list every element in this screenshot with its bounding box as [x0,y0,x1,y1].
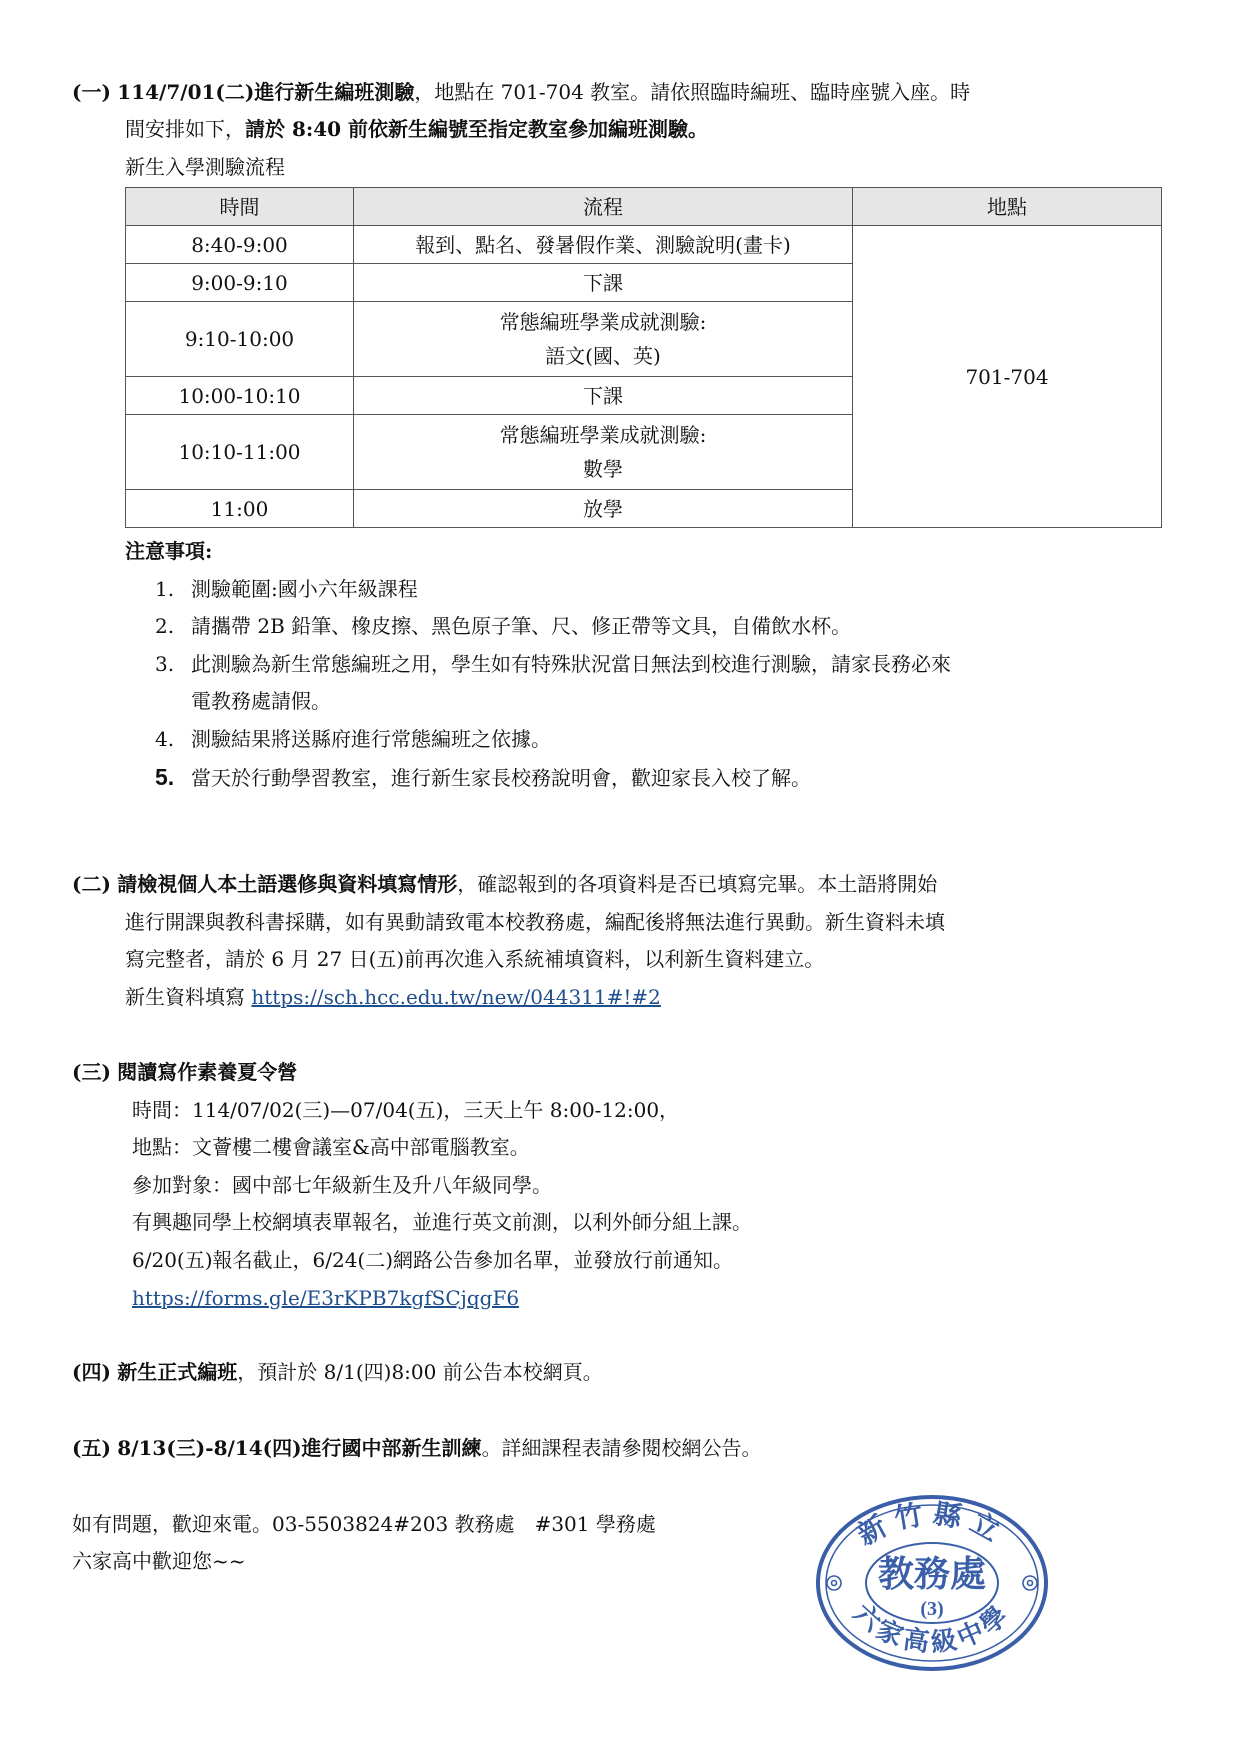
table-header-flow: 流程 [354,188,853,226]
row-flow: 下課 [354,264,853,302]
section-1-line-2-normal: 間安排如下， [125,117,245,141]
note-text: 測驗範圍:國小六年級課程 [191,577,418,601]
row-time: 9:00-9:10 [126,264,354,302]
note-text: 測驗結果將送縣府進行常態編班之依據。 [191,727,551,751]
welcome-line: 六家高中歡迎您~~ [72,1549,246,1573]
row-time: 10:00-10:10 [126,377,354,415]
note-item [155,650,951,678]
row-flow [354,415,853,490]
note-item [155,763,811,792]
row-time: 10:10-11:00 [126,415,354,490]
seal-bottom-text: 六家高級中學 [847,1598,1017,1659]
table-header-location: 地點 [853,188,1162,226]
section-5-prefix: (五) [72,1436,111,1460]
row-flow: 報到、點名、發暑假作業、測驗說明(畫卡) [354,226,853,264]
section-3-prefix: (三) [72,1060,111,1084]
section-2-link-label: 新生資料填寫 [125,985,252,1009]
note-item [155,725,551,753]
contact-line: 如有問題，歡迎來電。03-5503824#203 教務處 #301 學務處 [72,1512,656,1536]
section-2-prefix: (二) [72,872,111,896]
note-number: 3. [155,652,175,676]
note-text: 請攜帶 2B 鉛筆、橡皮擦、黑色原子筆、尺、修正帶等文具，自備飲水杯。 [191,614,852,638]
schedule-table-title: 新生入學測驗流程 [125,155,285,179]
note-text: 此測驗為新生常態編班之用，學生如有特殊狀況當日無法到校進行測驗，請家長務必來 [191,652,951,676]
section-1-line-2-bold: 請於 8:40 前依新生編號至指定教室參加編班測驗。 [245,117,709,141]
section-2-link-line [125,983,661,1011]
note-text: 當天於行動學習教室，進行新生家長校務說明會，歡迎家長入校了解。 [191,766,811,790]
section-1-title: 114/7/01(二)進行新生編班測驗 [117,80,415,104]
camp-detail-line: 6/20(五)報名截止，6/24(二)網路公告參加名單，並發放行前通知。 [132,1248,734,1272]
camp-signup-link[interactable]: https://forms.gle/E3rKPB7kgfSCjqgF6 [132,1286,520,1310]
office-seal [812,1488,1052,1673]
note-number: 5. [155,764,175,790]
row-time: 11:00 [126,490,354,528]
camp-detail-line: 時間：114/07/02(三)—07/04(五)，三天上午 8:00-12:00， [132,1098,680,1122]
camp-detail-line: 地點：文薈樓二樓會議室&高中部電腦教室。 [132,1135,530,1159]
section-1-heading [72,78,970,106]
row-flow-line: 數學 [583,457,623,481]
student-data-link[interactable]: https://sch.hcc.edu.tw/new/044311#!#2 [251,985,661,1009]
section-5-text: 。詳細課程表請參閱校網公告。 [481,1436,762,1460]
seal-top-text: 新竹縣立 [851,1496,1013,1552]
row-flow-line: 語文(國、英) [545,344,661,368]
row-flow: 放學 [354,490,853,528]
camp-detail-line: 有興趣同學上校網填表單報名，並進行英文前測，以利外師分組上課。 [132,1210,752,1234]
note-number: 2. [155,614,175,638]
section-5-heading [72,1434,762,1462]
section-3-heading [72,1058,297,1086]
section-4-prefix: (四) [72,1360,111,1384]
section-2-heading [72,870,937,898]
row-time: 9:10-10:00 [126,302,354,377]
table-location: 701-704 [853,226,1162,528]
notes-title: 注意事項: [125,539,213,563]
row-flow-line: 常態編班學業成就測驗: [499,423,707,447]
schedule-table [125,187,1162,528]
section-2-line-2: 進行開課與教科書採購，如有異動請致電本校教務處，編配後將無法進行異動。新生資料未填 [125,910,945,934]
note-item [155,612,851,640]
flower-icon [827,1576,841,1590]
section-4-heading [72,1358,603,1386]
row-flow [354,302,853,377]
section-2-title: 請檢視個人本土語選修與資料填寫情形 [117,872,458,896]
note-number: 1. [155,577,175,601]
row-flow: 下課 [354,377,853,415]
note-item [155,575,418,603]
seal-center-text: 教務處 [877,1553,987,1595]
camp-detail-line: 參加對象：國中部七年級新生及升八年級同學。 [132,1173,552,1197]
table-header-time: 時間 [126,188,354,226]
table-header-row [126,188,1162,226]
section-1-prefix: (一) [72,80,111,104]
section-5-title: 8/13(三)-8/14(四)進行國中部新生訓練 [117,1436,482,1460]
flower-icon [1023,1576,1037,1590]
seal-number: (3) [920,1598,944,1620]
note-text-continued: 電教務處請假。 [191,689,331,713]
section-3-title: 閱讀寫作素養夏令營 [117,1060,298,1084]
section-1-line-2 [125,115,708,143]
section-4-text: ，預計於 8/1(四)8:00 前公告本校網頁。 [237,1360,603,1384]
table-row [126,226,1162,264]
section-2-text: ，確認報到的各項資料是否已填寫完畢。本土語將開始 [457,872,938,896]
section-1-text: ，地點在 701-704 教室。請依照臨時編班、臨時座號入座。時 [414,80,971,104]
row-flow-line: 常態編班學業成就測驗: [499,310,707,334]
section-4-title: 新生正式編班 [117,1360,238,1384]
section-2-line-3: 寫完整者，請於 6 月 27 日(五)前再次進入系統補填資料，以利新生資料建立。 [125,947,825,971]
row-time: 8:40-9:00 [126,226,354,264]
note-number: 4. [155,727,175,751]
